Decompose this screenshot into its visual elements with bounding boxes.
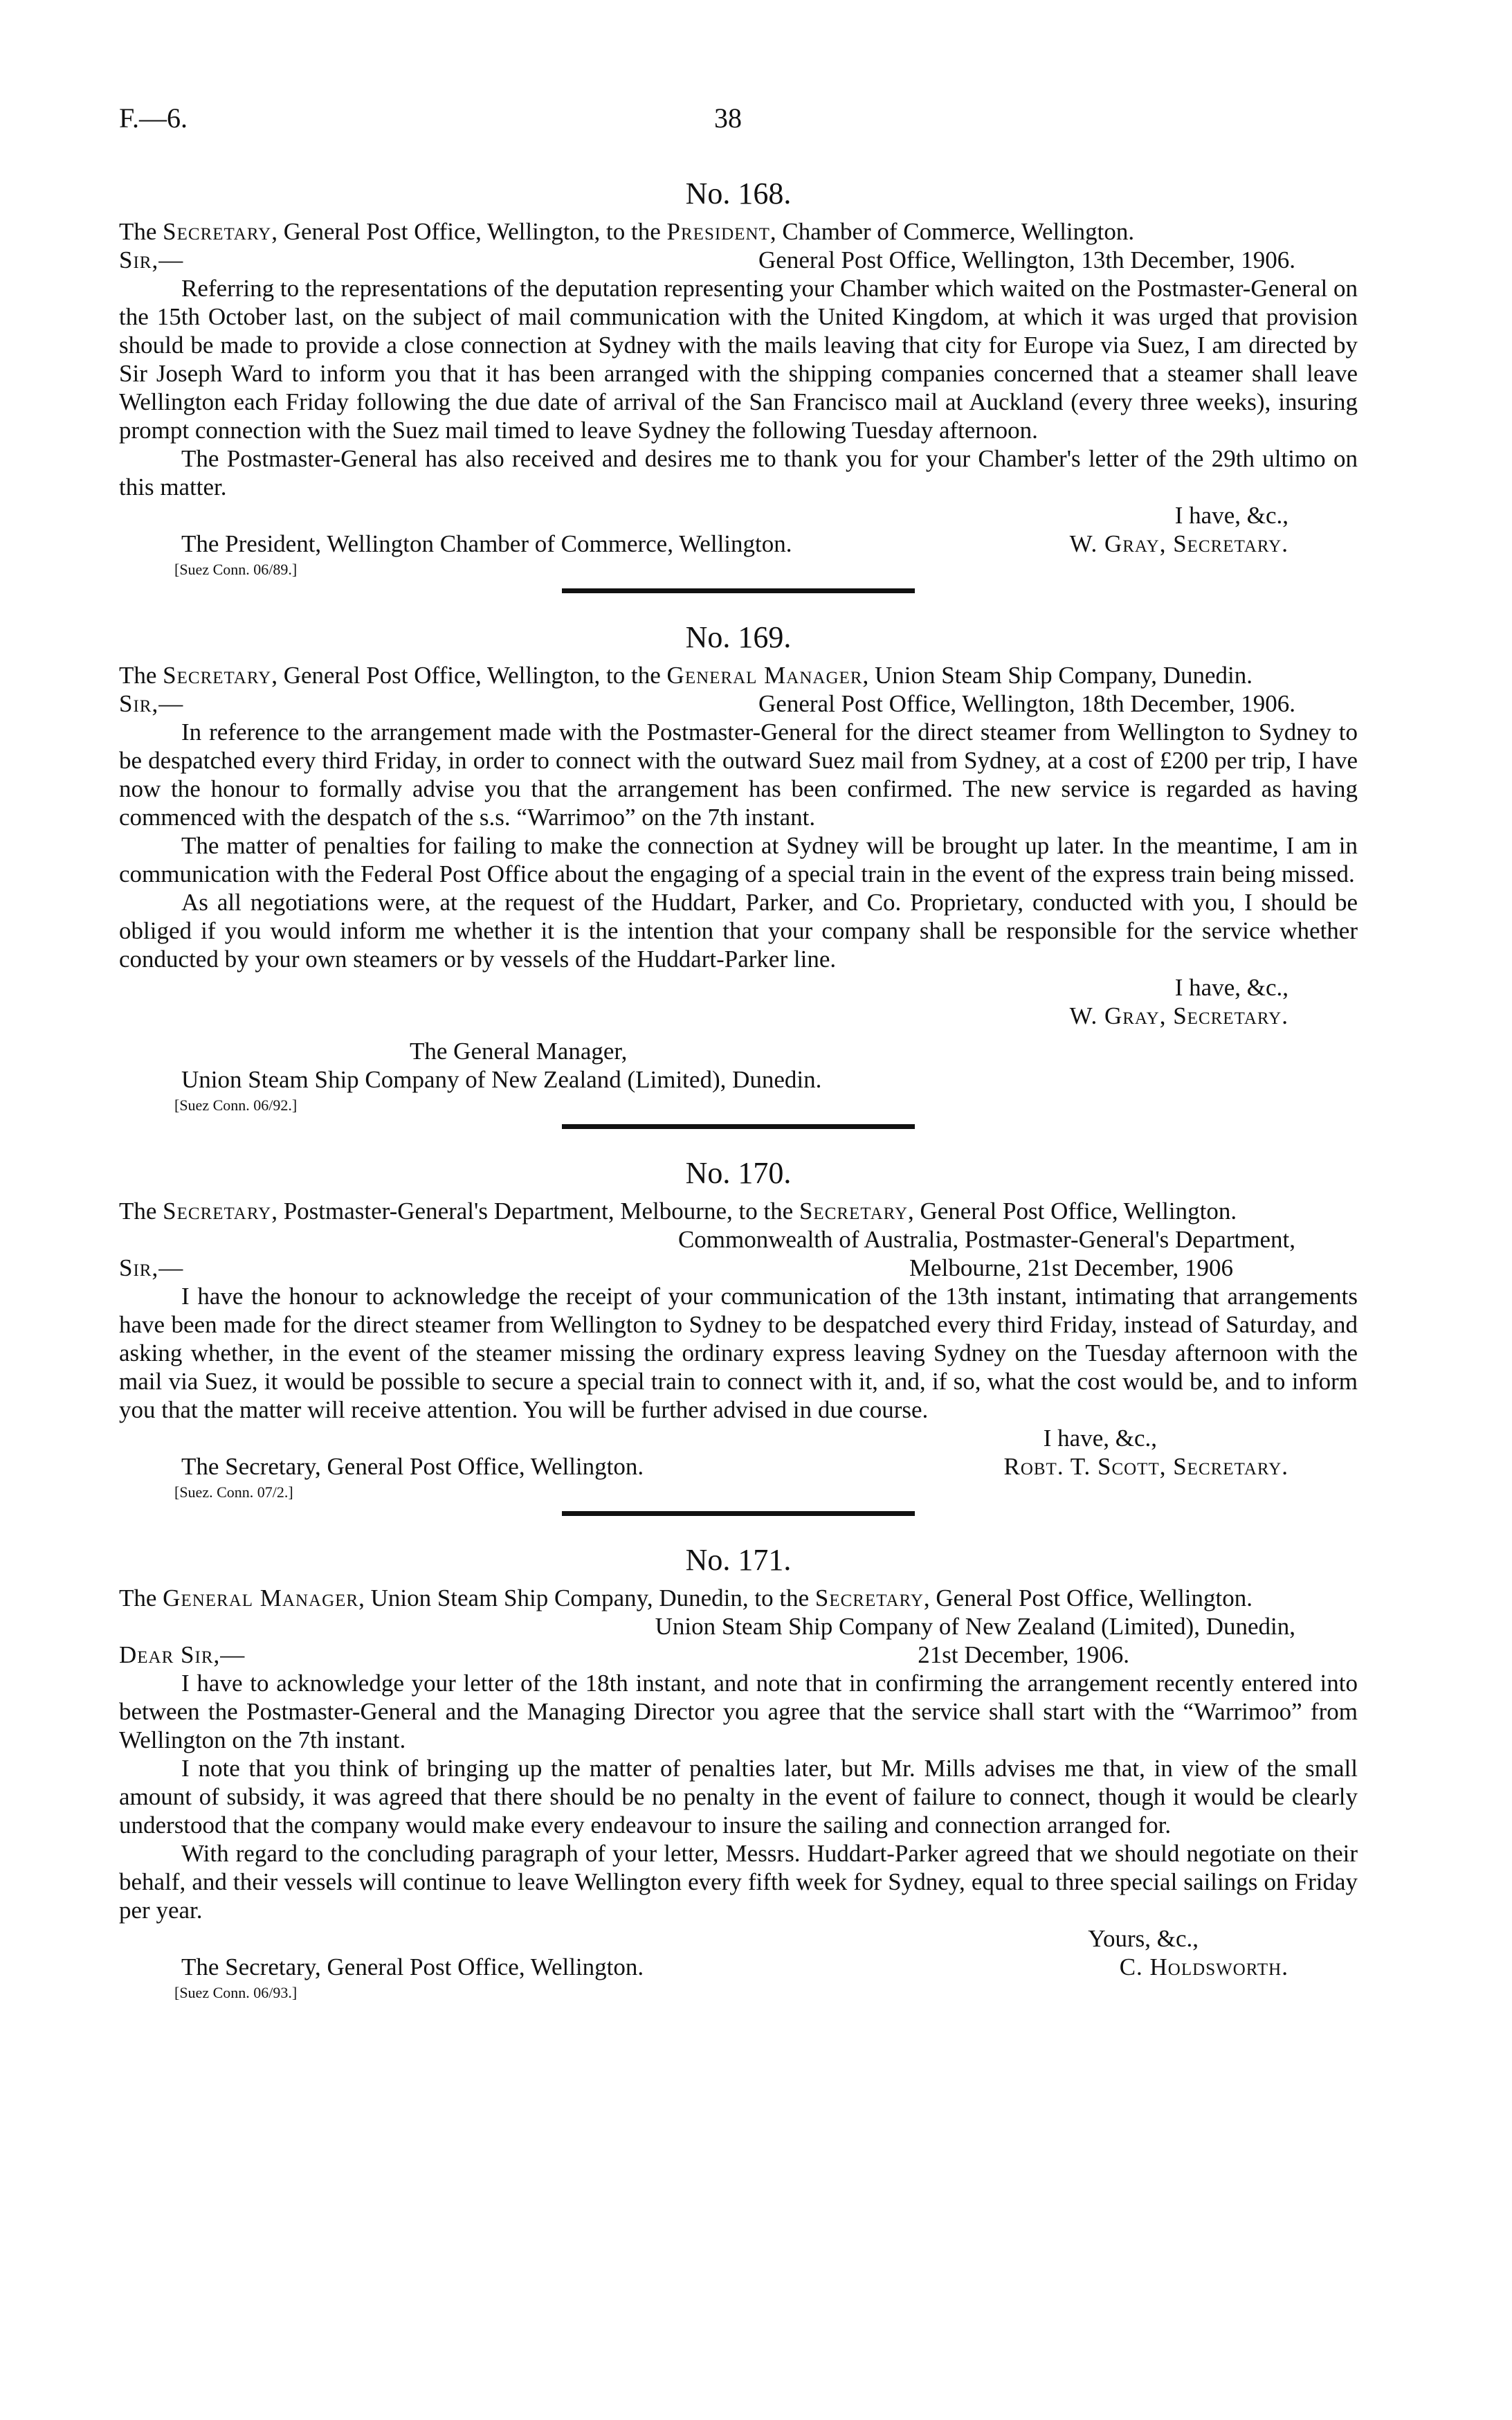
letter-171 [119, 1541, 1358, 2003]
file-reference: [Suez Conn. 06/92.] [174, 1096, 298, 1114]
heading-part: , Union Steam Ship Company, Dunedin, to the [358, 1584, 815, 1611]
heading-part: General Manager [666, 662, 863, 689]
heading-part: President [666, 218, 770, 245]
letter-paragraph: Referring to the representations of the deputation representing your Chamber which waited on the Postmaster-General on the 15th October last, on the subject of mail communication with the United Kingdom, at which it was urged that provision should be made to provide a close connection at Sydney with the mails leaving that city for Europe via Suez, I am directed by Sir Joseph Ward to inform you that it has been arranged with the shipping companies concerned that a steamer shall leave Wellington each Friday following the due date of arrival of the San Francisco mail at Auckland (every three weeks), insuring prompt connection with the Suez mail timed to leave Sydney the following Tuesday afternoon. [119, 275, 1358, 444]
heading-part: , General Post Office, Wellington. [908, 1198, 1237, 1225]
section-divider [562, 1124, 915, 1129]
heading-part: , Postmaster-General's Department, Melbourne, to the [271, 1198, 799, 1225]
addressee-signature-row [119, 1452, 1358, 1481]
heading-part: The [119, 1198, 163, 1225]
sender-address-block [119, 1612, 1358, 1669]
heading-part: Secretary [799, 1198, 908, 1225]
closing: I have, &c., [1174, 974, 1288, 1001]
signature: C. Holdsworth. [1119, 1953, 1288, 1980]
letter-169 [119, 618, 1358, 1129]
letter-paragraph: I have to acknowledge your letter of the 18th instant, and note that in confirming the arrangement recently entered into between the Postmaster-General and the Managing Director you agree that the service shall start with the “Warrimoo” from Wellington on the 7th instant. [119, 1670, 1358, 1753]
salutation: Sir,— [119, 690, 184, 717]
document-reference: F.—6. [119, 102, 188, 134]
letter-number: No. 170. [685, 1156, 792, 1190]
letter-168 [119, 174, 1358, 593]
heading-part: , Chamber of Commerce, Wellington. [769, 218, 1135, 245]
signature: Robt. T. Scott, Secretary. [1003, 1453, 1288, 1480]
addressee: The Secretary, General Post Office, Wellington. [181, 1453, 644, 1480]
salutation: Sir,— [119, 1254, 184, 1281]
file-reference: [Suez Conn. 06/93.] [174, 1984, 298, 2001]
sender-date: Melbourne, 21st December, 1906 [909, 1254, 1233, 1281]
sender-date: 21st December, 1906. [918, 1641, 1129, 1668]
page-content [119, 174, 1358, 2003]
signature: W. Gray, Secretary. [1069, 1002, 1288, 1029]
letter-heading [119, 1584, 1358, 1612]
heading-part: , General Post Office, Wellington, to the [271, 218, 667, 245]
heading-part: , Union Steam Ship Company, Dunedin. [862, 662, 1253, 689]
letter-number: No. 171. [685, 1543, 792, 1577]
letter-number: No. 169. [685, 620, 792, 654]
file-reference: [Suez Conn. 06/89.] [174, 561, 298, 578]
addressee-signature-row [119, 530, 1358, 558]
letter-paragraph: With regard to the concluding paragraph of your letter, Messrs. Huddart-Parker agreed that we should negotiate on their behalf, and their vessels will continue to leave Wellington every fifth week for Sydney, equal to three special sailings on Friday per year. [119, 1840, 1358, 1924]
letter-heading [119, 217, 1358, 246]
salutation: Dear Sir,— [119, 1641, 246, 1668]
salutation-address-row [119, 1254, 1358, 1282]
heading-part: Secretary [163, 1198, 272, 1225]
heading-part: , General Post Office, Wellington. [923, 1584, 1253, 1611]
addressee-title: The General Manager, [410, 1038, 628, 1065]
letter-paragraph: In reference to the arrangement made with the Postmaster-General for the direct steamer from Wellington to Sydney to be despatched every third Friday, in order to connect with the outward Suez mail from Sydney, at a cost of £200 per trip, I have now the honour to formally advise you that the arrangement has been confirmed. The new service is regarded as having commenced with the despatch of the s.s. “Warrimoo” on the 7th instant. [119, 719, 1358, 831]
signature: W. Gray, Secretary. [1069, 530, 1288, 557]
letter-paragraph: I note that you think of bringing up the matter of penalties later, but Mr. Mills advises me that, in view of the small amount of subsidy, it was agreed that there should be no penalty in the event of failure to connect, though it would be clearly understood that the company would make every endeavour to insure the sailing and connection arranged for. [119, 1755, 1358, 1839]
letter-paragraph: The matter of penalties for failing to make the connection at Sydney will be brought up later. In the meantime, I am in communication with the Federal Post Office about the engaging of a special train in the event of the express train being missed. [119, 832, 1358, 887]
addressee: The President, Wellington Chamber of Commerce, Wellington. [181, 530, 792, 557]
addressee-signature-row [119, 1953, 1358, 1981]
salutation: Sir,— [119, 246, 184, 273]
salutation-address-row [119, 689, 1358, 718]
page-number: 38 [714, 102, 742, 134]
letter-number: No. 168. [685, 177, 792, 210]
file-reference: [Suez. Conn. 07/2.] [174, 1483, 293, 1501]
closing: Yours, &c., [1088, 1925, 1199, 1952]
heading-part: The [119, 662, 163, 689]
letter-170 [119, 1154, 1358, 1516]
heading-part: Secretary [814, 1584, 924, 1611]
letter-paragraph: The Postmaster-General has also received and desires me to thank you for your Chamber's letter of the 29th ultimo on this matter. [119, 445, 1358, 500]
letter-paragraph: As all negotiations were, at the request of the Huddart, Parker, and Co. Proprietary, conducted with you, I should be obliged if you would inform me whether it is the intention that your company shall be responsible for the service whether conducted by your own steamers or by vessels of the Huddart-Parker line. [119, 889, 1358, 973]
heading-part: Secretary [163, 218, 272, 245]
letter-paragraph: I have the honour to acknowledge the receipt of your communication of the 13th instant, intimating that arrangements have been made for the direct steamer from Wellington to Sydney to be despatched every third Friday, instead of Saturday, and asking whether, in the event of the steamer missing the ordinary express leaving Sydney on the Tuesday afternoon with the mail via Suez, it would be possible to secure a special train to connect with it, and, if so, what the cost would be, and to inform you that the matter will receive attention. You will be further advised in due course. [119, 1283, 1358, 1423]
closing: I have, &c., [1043, 1425, 1157, 1452]
addressee: The Secretary, General Post Office, Wellington. [181, 1953, 644, 1980]
heading-part: General Manager [163, 1584, 359, 1611]
sender-address: Commonwealth of Australia, Postmaster-General's Department, [677, 1226, 1295, 1253]
heading-part: Secretary [163, 662, 272, 689]
section-divider [562, 588, 915, 593]
letter-heading [119, 661, 1358, 689]
heading-part: , General Post Office, Wellington, to the [271, 662, 667, 689]
page-header [119, 104, 1374, 145]
salutation-address-row [119, 1641, 1358, 1669]
addressee-org: Union Steam Ship Company of New Zealand (Limited), Dunedin. [181, 1066, 822, 1093]
heading-part: The [119, 218, 163, 245]
heading-part: The [119, 1584, 163, 1611]
sender-address: General Post Office, Wellington, 13th December, 1906. [758, 246, 1295, 273]
sender-address-block [119, 1225, 1358, 1282]
section-divider [562, 1511, 915, 1516]
closing: I have, &c., [1174, 502, 1288, 529]
sender-address: Union Steam Ship Company of New Zealand (Limited), Dunedin, [655, 1613, 1295, 1640]
letter-heading [119, 1197, 1358, 1225]
sender-address: General Post Office, Wellington, 18th December, 1906. [758, 690, 1295, 717]
salutation-address-row [119, 246, 1358, 274]
